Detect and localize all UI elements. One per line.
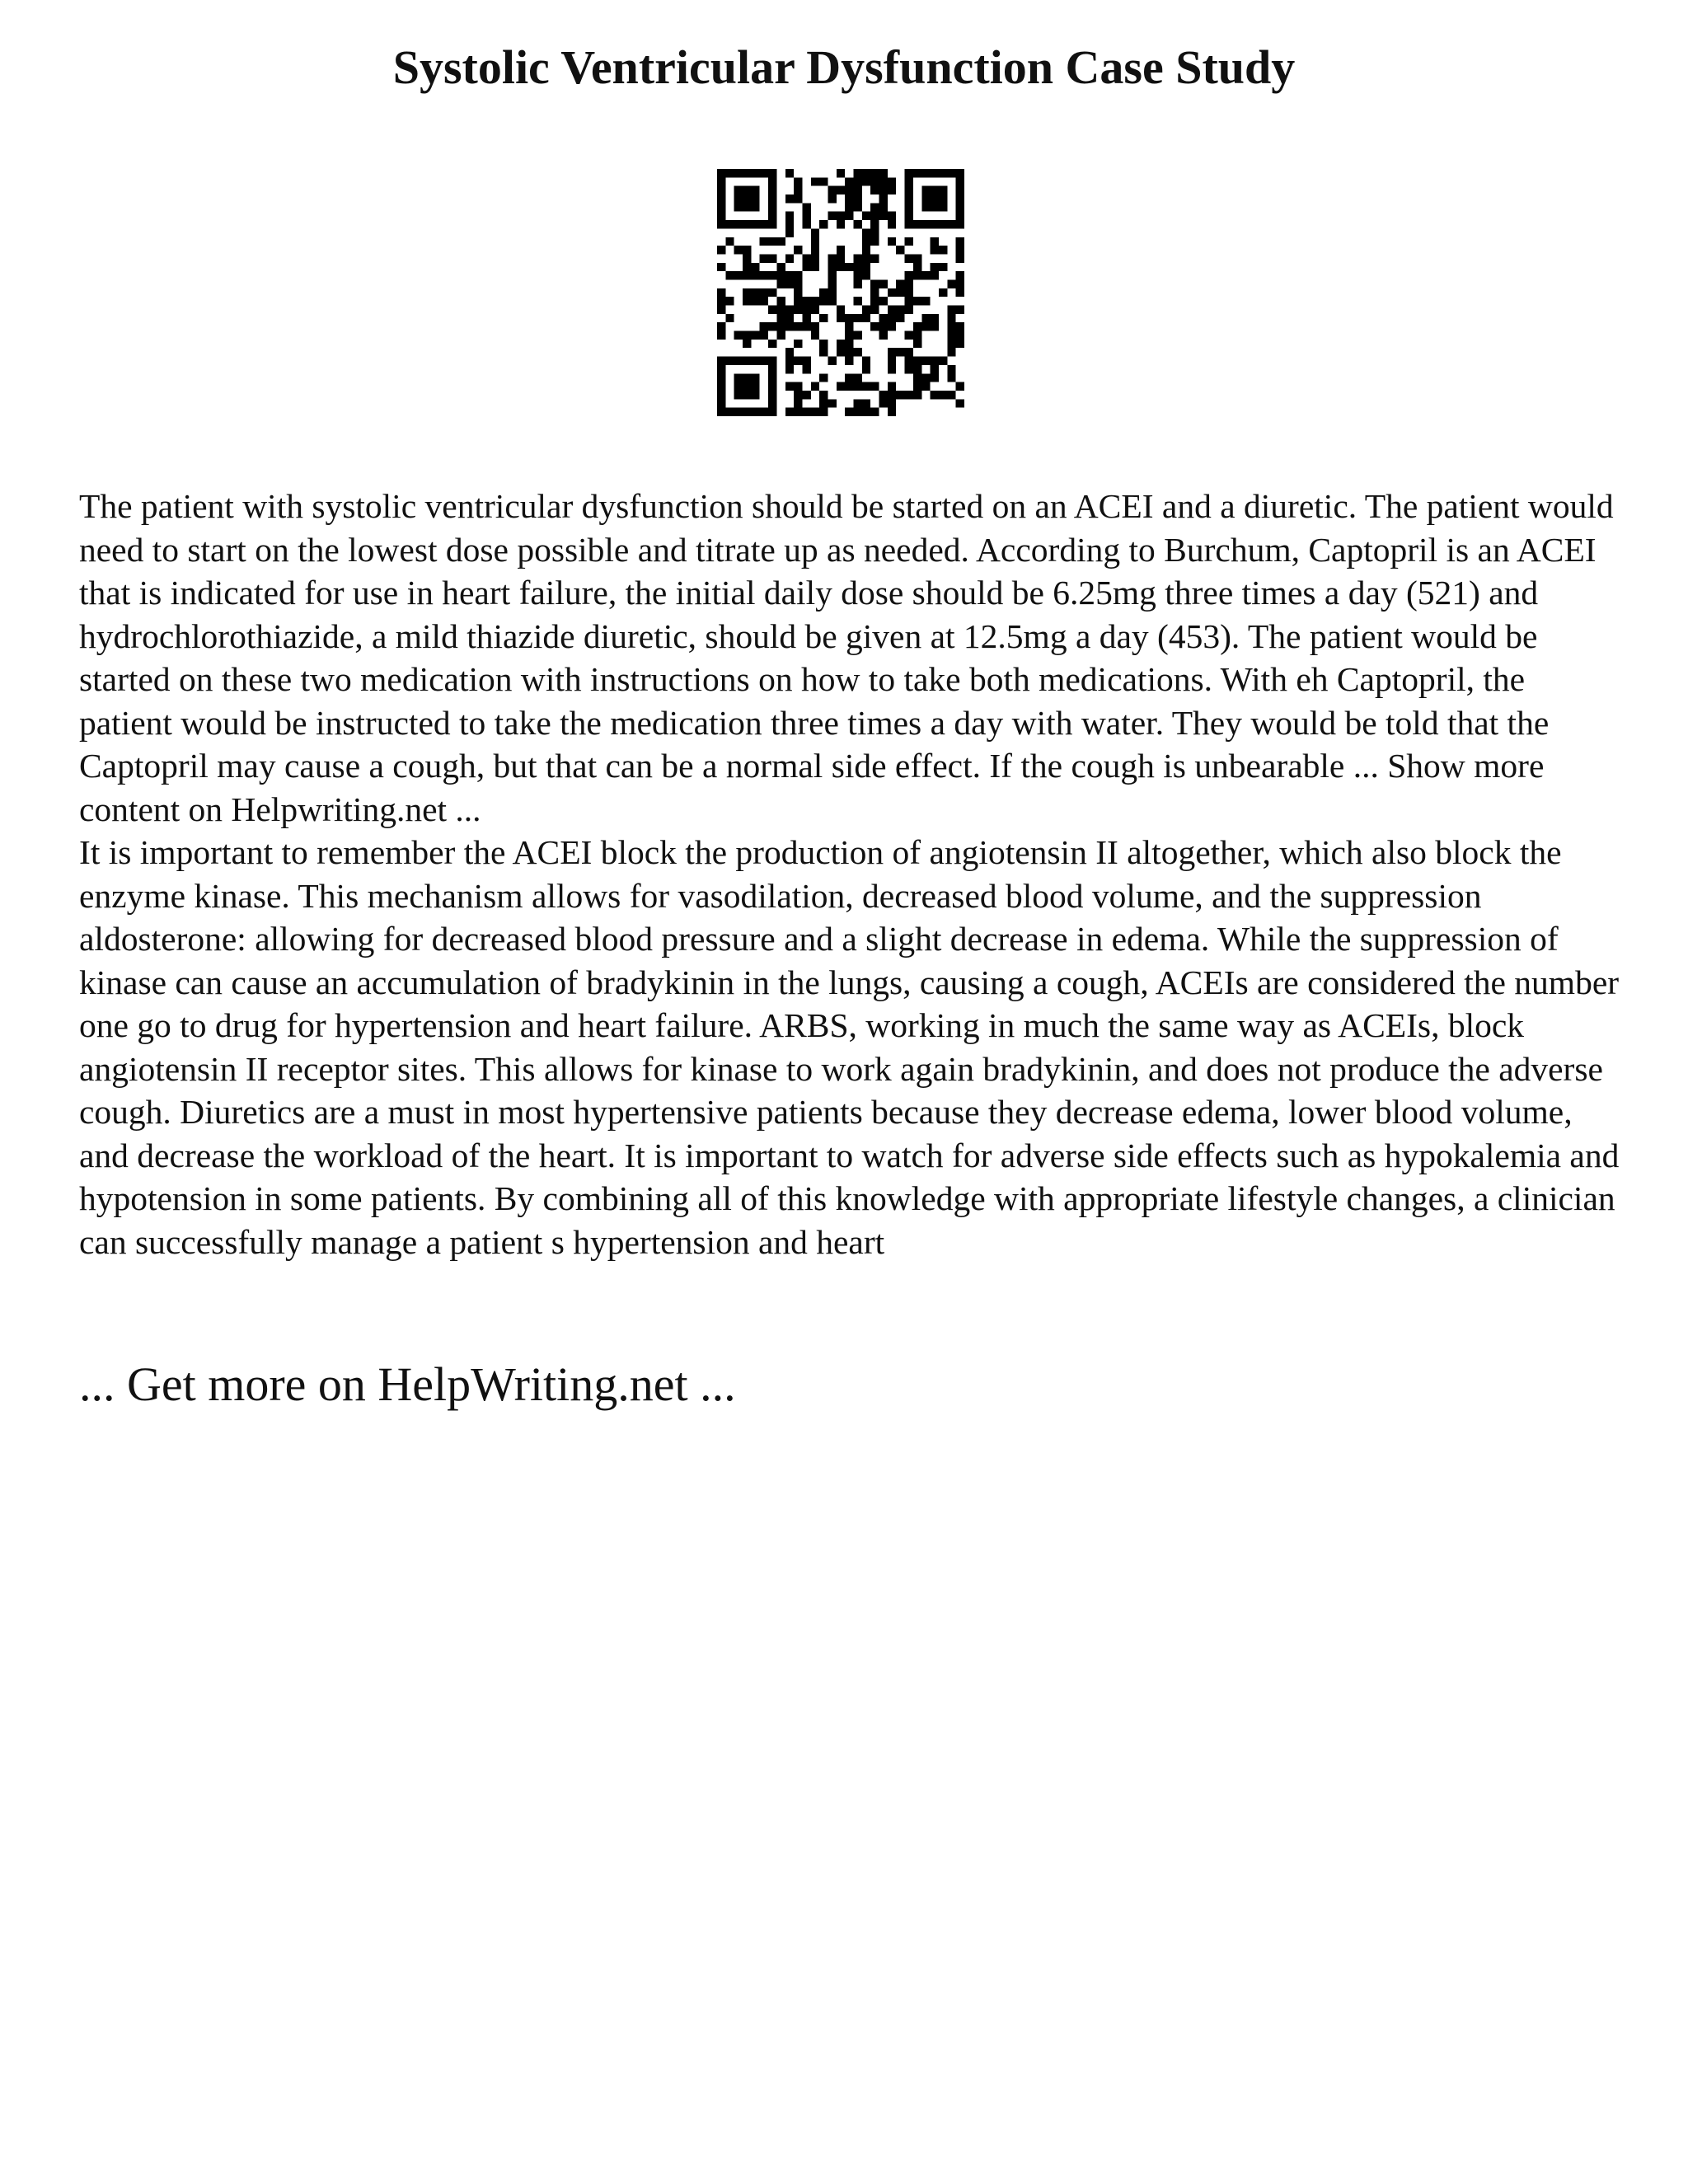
qr-code-icon (717, 169, 964, 416)
document-title: Systolic Ventricular Dysfunction Case Study (392, 40, 1296, 94)
body-paragraph-1: The patient with systolic ventricular dysfunction should be started on an ACEI and a diuretic. The patient would need to start on the lowest dose possible and titrate up as needed. According to Burchum, Captopril is an ACEI that is indicated for use in heart failure, the initial daily dose should be 6.25mg three times a day (521) and hydrochlorothiazide, a mild thiazide diuretic, should be given at 12.5mg a day (453). The patient would be started on these two medication with instructions on how to take both medications. With eh Captopril, the patient would be instructed to take the medication three times a day with water. They would be told that the Captopril may cause a cough, but that can be a normal side effect. If the cough is unbearable ... Show more content on Helpwriting.net ... (79, 487, 1614, 828)
body-paragraph-2: It is important to remember the ACEI block the production of angiotensin II altogether, which also block the enzyme kinase. This mechanism allows for vasodilation, decreased blood volume, and the suppression aldosterone: allowing for decreased blood pressure and a slight decrease in edema. While the suppression of kinase can cause an accumulation of bradykinin in the lungs, causing a cough, ACEIs are considered the number one go to drug for hypertension and heart failure. ARBS, working in much the same way as ACEIs, block angiotensin II receptor sites. This allows for kinase to work again bradykinin, and does not produce the adverse cough. Diuretics are a must in most hypertensive patients because they decrease edema, lower blood volume, and decrease the workload of the heart. It is important to watch for adverse side effects such as hypokalemia and hypotension in some patients. By combining all of this knowledge with appropriate lifestyle changes, a clinician can successfully manage a patient s hypertension and heart (79, 833, 1620, 1261)
get-more-link[interactable]: ... Get more on HelpWriting.net ... (79, 1357, 736, 1411)
body-text (79, 485, 1620, 1263)
